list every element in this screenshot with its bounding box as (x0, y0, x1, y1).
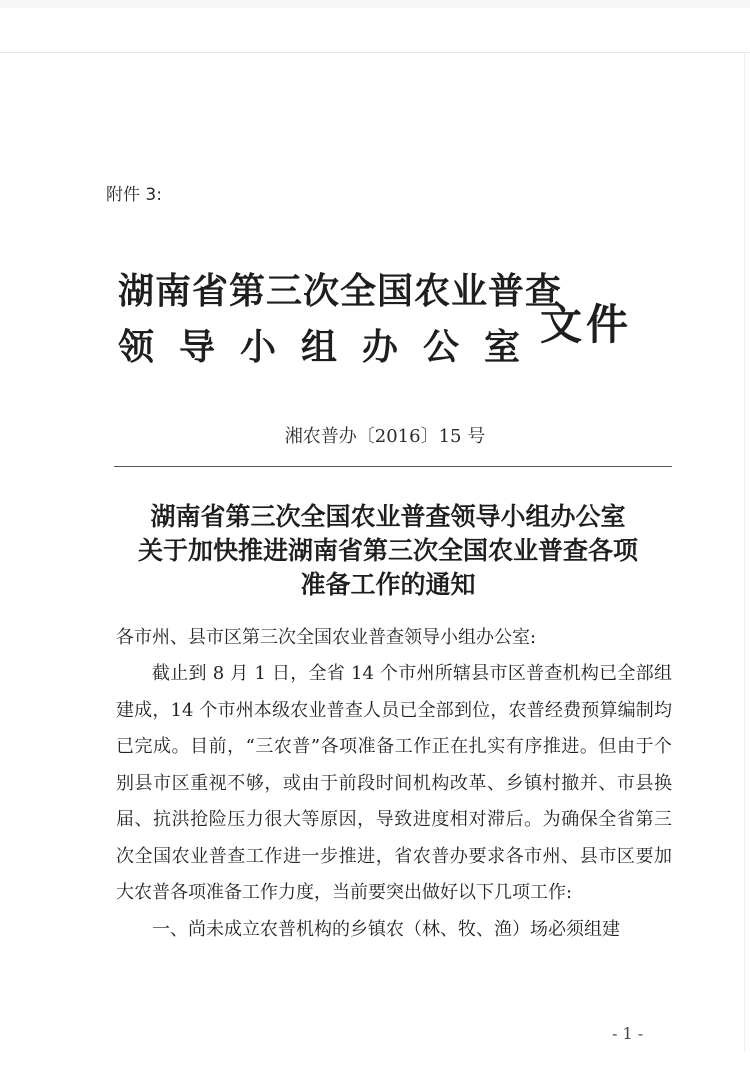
body-paragraph-2: 一、尚未成立农普机构的乡镇农（林、牧、渔）场必须组建 (152, 918, 620, 940)
attachment-label: 附件 3: (106, 185, 162, 205)
notice-body (116, 620, 672, 948)
salutation: 各市州、县市区第三次全国农业普查领导小组办公室: (116, 627, 537, 648)
scan-border-right (744, 52, 745, 1052)
notice-title-line-2: 关于加快推进湖南省第三次全国农业普查各项 (137, 536, 638, 565)
header-divider (114, 466, 672, 467)
body-paragraph-1: 截止到 8 月 1 日，全省 14 个市州所辖县市区普查机构已全部组建成，14 个市州本级农业普查人员已全部到位，农普经费预算编制均已完成。目前，“三农普”各项准备工作正在扎实有序推进。但由于个别县市区重视不够，或由于前段时间机构改革、乡镇村撤并、市县换届、抗洪抢险压力很大等原因，导致进度相对滞后。为确保全省第三次全国农业普查工作进一步推进，省农普办要求各市州、县市区要加大农普各项准备工作力度，当前要突出做好以下几项工作: (116, 663, 672, 903)
notice-title (100, 500, 676, 602)
document-number: 湘农普办〔2016〕15 号 (284, 426, 486, 447)
header-org-line-1: 湖南省第三次全国农业普查 (118, 271, 563, 312)
notice-title-line-1: 湖南省第三次全国农业普查领导小组办公室 (150, 502, 626, 531)
notice-title-line-3: 准备工作的通知 (300, 570, 476, 599)
page-number: - 1 - (612, 1024, 644, 1043)
scan-edge (0, 0, 750, 8)
header-document-kind: 文件 (540, 300, 633, 349)
scan-border-top (0, 52, 750, 53)
header-org-line-2: 领导小组办公室 (118, 327, 546, 368)
document-header-organization (118, 270, 563, 370)
